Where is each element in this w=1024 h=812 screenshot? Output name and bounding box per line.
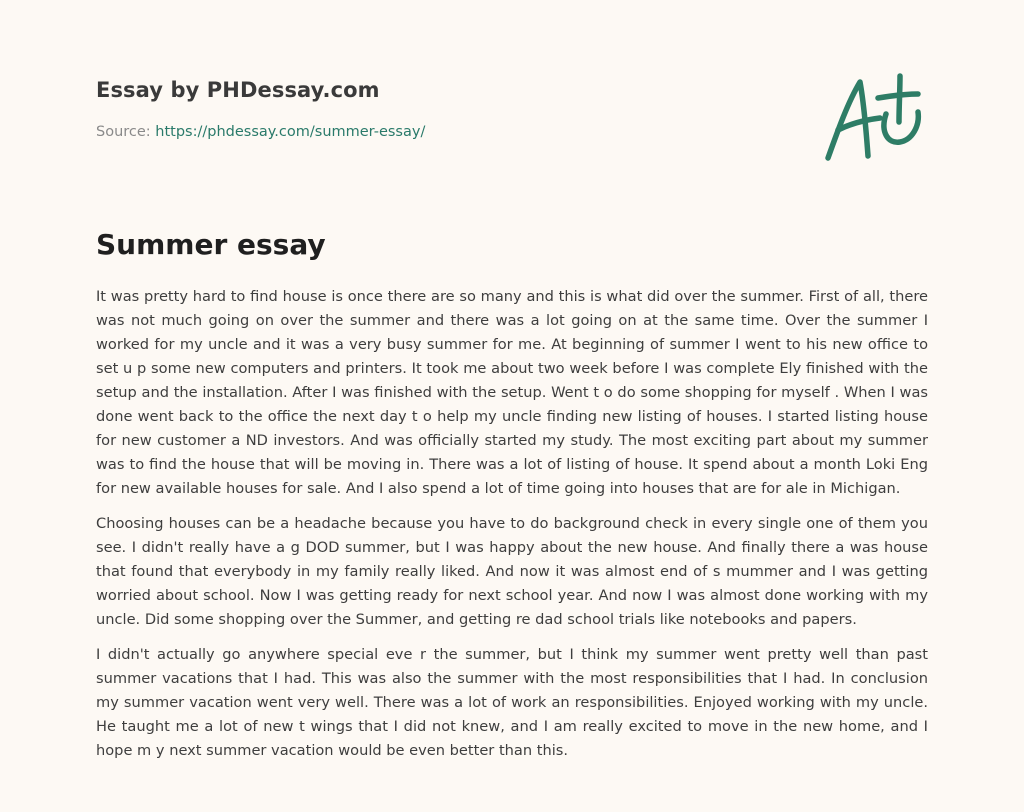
- source-label: Source:: [96, 124, 156, 140]
- essay-paragraph: I didn't actually go anywhere special eve r the summer, but I think my summer went pretty well than past summer vacations that I had. This was also the summer with the most responsibilities that I had. In conclusion my summer vacation went very well. There was a lot of work an responsibilities. Enjoyed working with my uncle. He taught me a lot of new t wings that I did not knew, and I am really excited to move in the new home, and I hope m y next summer vacation would be even better than this.: [96, 646, 928, 759]
- site-title: Essay by PHDessay.com: [96, 78, 380, 102]
- essay-paragraph: Choosing houses can be a headache because you have to do background check in every single one of them you see. I didn't really have a g DOD summer, but I was happy about the new house. And finally there a was house that found that everybody in my family really liked. And now it was almost end of s mummer and I was getting worried about school. Now I was getting ready for next school year. And now I was almost done working with my uncle. Did some shopping over the Summer, and getting re dad school trials like notebooks and papers.: [96, 515, 928, 628]
- essay-title: Summer essay: [96, 228, 326, 261]
- essay-paragraph: It was pretty hard to find house is once there are so many and this is what did over the summer. First of all, there was not much going on over the summer and there was a lot going on at the same time. Over the summer I worked for my uncle and it was a very busy summer for me. At beginning of summer I went to his new office to set u p some new computers and printers. It took me about two week before I was complete Ely finished with the setup and the installation. After I was finished with the setup. Went t o do some shopping for myself . When I was done went back to the office the next day t o help my uncle finding new listing of houses. I started listing house for new customer a ND investors. And was officially started my study. The most exciting part about my summer was to find the house that will be moving in. There was a lot of listing of house. It spend about a month Loki Eng for new available houses for sale. And I also spend a lot of time going into houses that are for ale in Michigan.: [96, 288, 928, 497]
- page-header: [96, 78, 928, 168]
- essay-body: [96, 285, 928, 774]
- source-line: [96, 124, 425, 140]
- source-link[interactable]: https://phdessay.com/summer-essay/: [155, 124, 426, 140]
- a-plus-grade-icon: [820, 68, 930, 164]
